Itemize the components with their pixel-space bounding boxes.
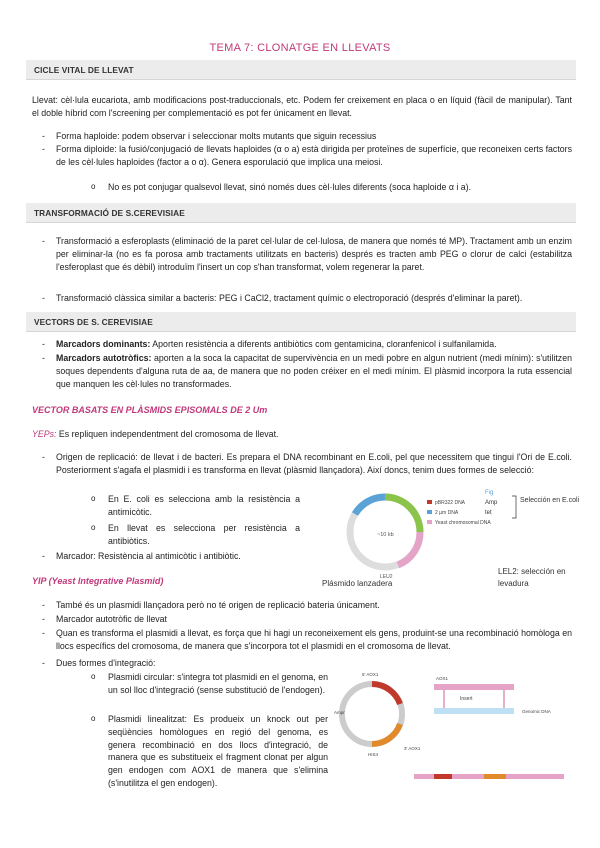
section-header-label: VECTORS DE S. CEREVISIAE xyxy=(34,317,153,327)
subtitle-episomals: VECTOR BASATS EN PLÀSMIDS EPISOMALS DE 2 Um xyxy=(32,405,268,415)
fig2-label-his4: HIS4 xyxy=(368,752,379,757)
list-item-marcadors-autotrofics: - Marcadors autotròfics: aporten a la soca la capacitat de supervivència en un medi pobre en algun nutrient (medi mínim): s'utilitzen soques dependents d'alguna ruta de aa, de manera que no poden créixer en el medi mínim. El plàsmid incorpora la ruta essencial que manquen les cèl·lules no transformades. xyxy=(42,353,572,389)
fig2-label-amp: Ampr xyxy=(334,710,345,715)
section-header-transformacio xyxy=(26,203,576,223)
his4-segment xyxy=(372,724,400,744)
sublist-item-text: En E. coli es selecciona amb la resistència a antimicòtic. xyxy=(108,494,300,517)
list-item-haploide: - Forma haploide: podem observar i seleccionar molts mutants que siguin recessius xyxy=(42,131,377,141)
subtitle-yip: YIP (Yeast Integrative Plasmid) xyxy=(32,576,164,586)
result-his4-block xyxy=(484,774,506,779)
sublist-item-circular: o Plasmidi circular: s'integra tot plasmidi en el genoma, en un sol lloc d'integració (sense substitució de l'endogen). xyxy=(91,672,328,695)
bold-term: Marcadors autotròfics: xyxy=(56,353,152,363)
sublist-item-text: Plasmidi linealitzat: Es produeix un knock out per seqüències homòlogues en regió del genoma, es genera recombinació en dos llocs d'integració, de manera que es substitueix el fragment clonat per algun gen endogen com AOX1 de manera que s'elimina (s'inutilitza el gen endogen). xyxy=(108,714,328,788)
tet-label: tet xyxy=(485,510,492,516)
list-item-text: aporten a la soca la capacitat de supervivència en un medi pobre en algun nutrient (medi mínim): s'utilitzen soques dependents d'alguna ruta de aa, de manera que no poden créixer en el medi mínim. El plàsmid incorpora la ruta essencial que manquen les cèl·lules no transformades. xyxy=(56,353,572,389)
legend-swatch-2um xyxy=(427,510,432,514)
result-aox1-block xyxy=(434,774,452,779)
list-item-formes-integracio: - Dues formes d'integració: xyxy=(42,658,156,668)
list-item-text: Aporten resistència a diferents antibiòtics com gentamicina, cloranfenicol i sulfanilamida. xyxy=(150,339,497,349)
list-item-text: Forma diploide: la fusió/conjugació de llevats haploides (α o a) està dirigida per proteïnes de superfície, que reconeixen certs factors de les cèl·lules haploides (factor a o α). Genera esporulació que implica una meiosi. xyxy=(56,144,572,167)
list-item-llancadora: - També és un plasmidi llançadora però no té origen de replicació bateria únicament. xyxy=(42,600,380,610)
sublist-item-text: En llevat es selecciona per resistència a antibiòtics. xyxy=(108,523,300,546)
list-item-esferoplasts: - Transformació a esferoplasts (eliminació de la paret cel·lular de cel·lulosa, de manera que només té MP). Tractament amb un enzim per eliminar-la (no es fa porosa amb tractaments utilitzats en bacteris) després es tracten amb PEG o clorur de calci (estabilitza l'esferoplast que és dèbil) introduïm l'insert un cop s'han transformat, volem regenerar la paret. xyxy=(42,236,572,272)
list-item-marcador-autotrofic: - Marcador autotròfic de llevat xyxy=(42,614,167,624)
list-item-recombinacio: - Quan es transforma el plasmidi a llevat, es força que hi hagi un reconeixement els gens, produint-se una recombinació homòloga en llocs específics del cromosoma, de manera que s'incorpora tot el plasmidi en el cromosoma de llevat. xyxy=(42,628,572,651)
list-item-text: Origen de replicació: de llevat i de bacteri. Es prepara el DNA recombinant en E.coli, pel que necessitem que tingui l'Ori de E.coli. Posteriorment s'agafa el plasmidi i es transforma en llevat (plàsmid llançadora). Així doncs, tenim dues formes de selecció: xyxy=(56,452,572,475)
legend-2um: 2 µm DNA xyxy=(435,510,459,516)
list-item-text: Transformació clàssica similar a bacteris: PEG i CaCl2, tractament químic o electroporació (després d'eliminar la paret). xyxy=(56,293,523,303)
sublist-item-conjugar: o No es pot conjugar qualsevol llevat, sinó només dues cèl·lules diferents (soca haploide α i a). xyxy=(91,182,472,192)
list-item-marcador: - Marcador: Resistència al antimicòtic i antibiòtic. xyxy=(42,551,241,561)
yep-text: Es repliquen independentment del cromosoma de llevat. xyxy=(56,429,279,439)
list-item-marcadors-dominants: - Marcadors dominants: Aporten resistència a diferents antibiòtics com gentamicina, cloranfenicol i sulfanilamida. xyxy=(42,339,497,349)
paragraph-yeps xyxy=(32,428,572,441)
list-item-text: Quan es transforma el plasmidi a llevat, es força que hi hagi un reconeixement els gens, produint-se una recombinació homòloga en llocs específics del cromosoma, de manera que s'incorpora tot el plasmidi en el cromosoma de llevat. xyxy=(56,628,572,651)
sublist-item-llevat: o En llevat es selecciona per resistència a antibiòtics. xyxy=(91,523,300,546)
sublist-item-ecoli: o En E. coli es selecciona amb la resistència a antimicòtic. xyxy=(91,494,300,517)
legend-swatch-pbr322 xyxy=(427,500,432,504)
aox1-5-segment xyxy=(372,684,400,704)
list-item-classica: - Transformació clàssica similar a bacteris: PEG i CaCl2, tractament químic o electroporació (després d'eliminar la paret). xyxy=(42,293,523,303)
sublist-item-text: Plasmidi circular: s'integra tot plasmidi en el genoma, en un sol lloc d'integració (sense substitució de l'endogen). xyxy=(108,672,328,695)
fig2-label-aox1: AOX1 xyxy=(436,676,449,681)
page-title: TEMA 7: CLONATGE EN LLEVATS xyxy=(209,42,391,54)
plasmid-size-label: ~10 kb xyxy=(377,532,394,538)
bold-term: Marcadors dominants: xyxy=(56,339,151,349)
yeast-dna-segment xyxy=(398,532,420,565)
fig2-label-genomic: Genomic DNA xyxy=(522,709,551,714)
list-item-diploide: - Forma diploide: la fusió/conjugació de llevats haploides (α o a) està dirigida per proteïnes de superfície, que reconeixen certs factors de les cèl·lules haploides (factor a o α). Genera esporulació que implica una meiosi. xyxy=(42,144,572,167)
pbr322-segment xyxy=(385,497,420,532)
crossover-lines xyxy=(444,690,504,708)
legend-yeast: Yeast chromosomal DNA xyxy=(435,520,491,526)
two-micron-segment xyxy=(355,497,385,514)
leu2-label: LEU2 xyxy=(380,574,393,580)
section-header-vectors xyxy=(26,312,576,332)
legend-swatch-yeast xyxy=(427,520,432,524)
fig2-label-3aox1: 3' AOX1 xyxy=(404,746,421,751)
amp-label: Amp xyxy=(485,500,498,506)
list-item-text: Marcador: Resistència al antimicòtic i antibiòtic. xyxy=(56,551,241,561)
ecoli-selection-label: Selección en E.coli xyxy=(520,497,580,504)
list-item-origen-replicacio: - Origen de replicació: de llevat i de bacteri. Es prepara el DNA recombinant en E.coli, pel que necessitem que tingui l'Ori de E.coli. Posteriorment s'agafa el plasmidi i es transforma en llevat (plàsmid llançadora). Així doncs, tenim dues formes de selecció: xyxy=(42,452,572,475)
lel2-caption: LEL2: selección en levadura xyxy=(498,567,566,588)
list-item-text: Forma haploide: podem observar i seleccionar molts mutants que siguin recessius xyxy=(56,131,377,141)
section-header-label: CICLE VITAL DE LLEVAT xyxy=(34,65,134,75)
paragraph-llevat-intro: Llevat: cèl·lula eucariota, amb modificacions post-traduccionals, etc. Podem fer creixement en placa o en líquid (fàcil de manipular). Tant el doble híbrid com l'screening per complementació es pot fer únicament en llevat. xyxy=(32,95,572,118)
integration-figure xyxy=(334,664,586,794)
list-item-text: Dues formes d'integració: xyxy=(56,658,156,668)
insert-bar xyxy=(434,684,514,690)
sublist-item-linealitzat: o Plasmidi linealitzat: Es produeix un knock out per seqüències homòlogues en regió del genoma, es genera recombinació en dos llocs d'integració, de manera que es substitueix el fragment clonat per algun gen endogen com AOX1 de manera que s'elimina (s'inutilitza el gen endogen). xyxy=(91,714,328,788)
list-item-text: Marcador autotròfic de llevat xyxy=(56,614,167,624)
sublist-item-text: No es pot conjugar qualsevol llevat, sinó només dues cèl·lules diferents (soca haploide α i a). xyxy=(108,182,472,192)
section-header-cicle-vital xyxy=(26,60,576,80)
genomic-bar xyxy=(434,708,514,714)
shuttle-plasmid-caption: Plásmido lanzadera xyxy=(322,579,393,588)
fig-label: Fig xyxy=(485,490,494,496)
list-item-text: Transformació a esferoplasts (eliminació de la paret cel·lular de cel·lulosa, de manera que només té MP). Tractament amb un enzim per eliminar-la (no es fa porosa amb tractaments utilitzats en bacteris) després es tracten amb PEG o clorur de calci (estabilitza l'esferoplast que és dèbil) introduïm l'insert un cop s'han transformat, volem regenerar la paret. xyxy=(56,236,572,272)
yep-label: YEPs: xyxy=(32,429,57,439)
section-header-label: TRANSFORMACIÓ DE S.CEREVISIAE xyxy=(34,208,185,218)
legend-pbr322: pBR322 DNA xyxy=(435,500,466,506)
list-item-text: També és un plasmidi llançadora però no té origen de replicació bateria únicament. xyxy=(56,600,380,610)
fig2-label-5aox1: 5' AOX1 xyxy=(362,672,379,677)
fig2-label-insert: Insert xyxy=(460,696,473,702)
bracket xyxy=(512,496,516,518)
